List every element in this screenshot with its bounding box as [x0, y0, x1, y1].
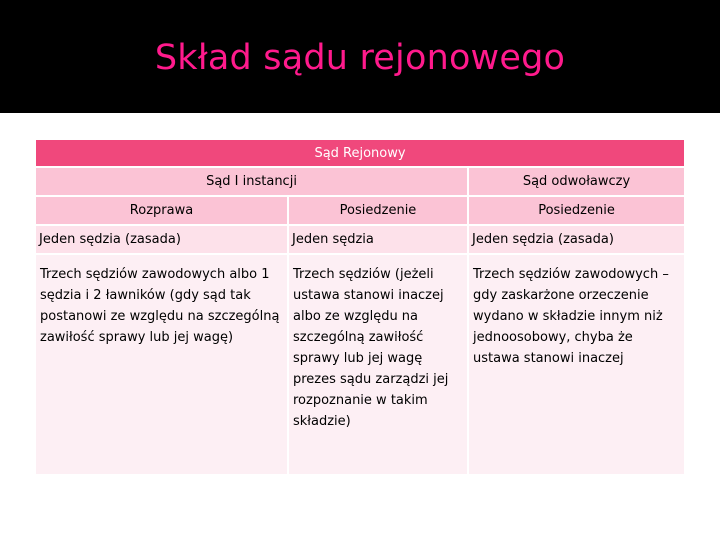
cell-text: Trzech sędziów zawodowych albo 1 sędzia i 2 ławników (gdy sąd tak postanowi ze względu na szczególną zawiłość sprawy lub jej wagę): [40, 267, 280, 345]
column-header-rozprawa: Rozprawa: [36, 196, 288, 225]
table-cell: [36, 254, 288, 475]
column-header-posiedzenie-1: Posiedzenie: [288, 196, 468, 225]
cell-text: Trzech sędziów zawodowych – gdy zaskarżone orzeczenie wydano w składzie innym niż jednoosobowy, chyba że ustawa stanowi inaczej: [473, 267, 669, 366]
table-header-cell: Sąd Rejonowy: [36, 140, 684, 167]
table-cell: Jeden sędzia: [288, 225, 468, 254]
column-header-row: [36, 196, 684, 225]
table-header-row: [36, 140, 684, 167]
appeal-instance-cell: Sąd odwoławczy: [468, 167, 684, 196]
slide-title: Skład sądu rejonowego: [154, 38, 566, 78]
cell-text: Trzech sędziów (jeżeli ustawa stanowi inaczej albo ze względu na szczególną zawiłość sprawy lub jej wagę prezes sądu zarządzi jej rozpoznanie w takim składzie): [293, 267, 449, 429]
court-composition-table: [36, 140, 684, 476]
table-cell: Jeden sędzia (zasada): [36, 225, 288, 254]
table-row: [36, 254, 684, 475]
table-cell: Jeden sędzia (zasada): [468, 225, 684, 254]
instance-row: [36, 167, 684, 196]
table-row: [36, 225, 684, 254]
table-cell: [468, 254, 684, 475]
column-header-posiedzenie-2: Posiedzenie: [468, 196, 684, 225]
table-cell: [288, 254, 468, 475]
first-instance-cell: Sąd I instancji: [36, 167, 468, 196]
